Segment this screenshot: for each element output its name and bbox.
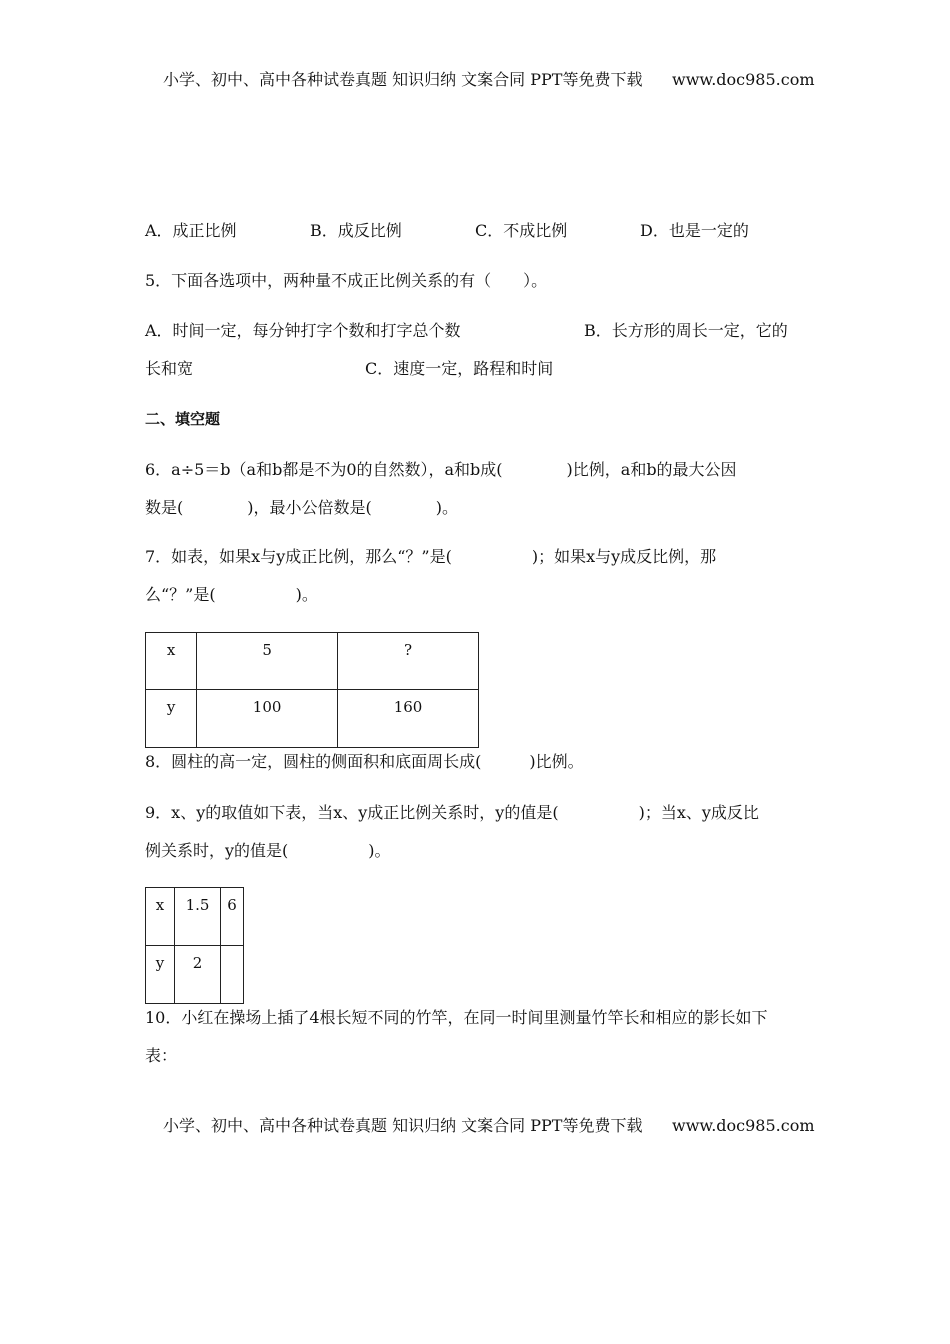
q9-line2: 例关系时，y的值是( )。	[145, 841, 391, 860]
header-text: 小学、初中、高中各种试卷真题 知识归纳 文案合同 PPT等免费下载	[163, 70, 643, 89]
footer-url[interactable]: www.doc985.com	[672, 1116, 815, 1135]
table-cell: 1.5	[175, 888, 221, 946]
table-cell: 2	[175, 946, 221, 1004]
table-cell: 6	[221, 888, 244, 946]
q5-option-b-cont: 长和宽	[145, 359, 194, 378]
footer-text: 小学、初中、高中各种试卷真题 知识归纳 文案合同 PPT等免费下载	[163, 1116, 643, 1135]
q6-line1: 6．a÷5＝b（a和b都是不为0的自然数），a和b成( )比例，a和b的最大公因	[145, 460, 737, 479]
table-cell	[221, 946, 244, 1004]
q10-line2: 表：	[145, 1046, 178, 1065]
table-cell: y	[146, 946, 175, 1004]
table-cell: ?	[338, 633, 479, 690]
q7-line2: 么“？”是( )。	[145, 585, 318, 604]
table-cell: x	[146, 633, 197, 690]
option-d: D．也是一定的	[640, 221, 749, 240]
q10-line1: 10．小红在操场上插了4根长短不同的竹竿，在同一时间里测量竹竿长和相应的影长如下	[145, 1008, 768, 1027]
q7-line1: 7．如表，如果x与y成正比例，那么“？”是( )；如果x与y成反比例，那	[145, 547, 717, 566]
q7-table	[145, 632, 479, 748]
q9-line1: 9．x、y的取值如下表，当x、y成正比例关系时，y的值是( )；当x、y成反比	[145, 803, 759, 822]
option-a: A．成正比例	[145, 221, 237, 240]
q8: 8．圆柱的高一定，圆柱的侧面积和底面周长成( )比例。	[145, 752, 584, 771]
header-url[interactable]: www.doc985.com	[672, 70, 815, 89]
q5-option-a: A．时间一定，每分钟打字个数和打字总个数	[145, 321, 461, 340]
section-title: 二、填空题	[145, 410, 221, 428]
q6-line2: 数是( )，最小公倍数是( )。	[145, 498, 458, 517]
table-cell: 100	[197, 690, 338, 748]
table-cell: y	[146, 690, 197, 748]
table-cell: 5	[197, 633, 338, 690]
q5-stem: 5．下面各选项中，两种量不成正比例关系的有（ ）。	[145, 271, 548, 290]
option-c: C．不成比例	[475, 221, 568, 240]
q5-option-b: B．长方形的周长一定，它的	[584, 321, 788, 340]
q9-table	[145, 887, 244, 1004]
q5-option-c: C．速度一定，路程和时间	[365, 359, 554, 378]
option-b: B．成反比例	[310, 221, 402, 240]
table-cell: 160	[338, 690, 479, 748]
table-cell: x	[146, 888, 175, 946]
